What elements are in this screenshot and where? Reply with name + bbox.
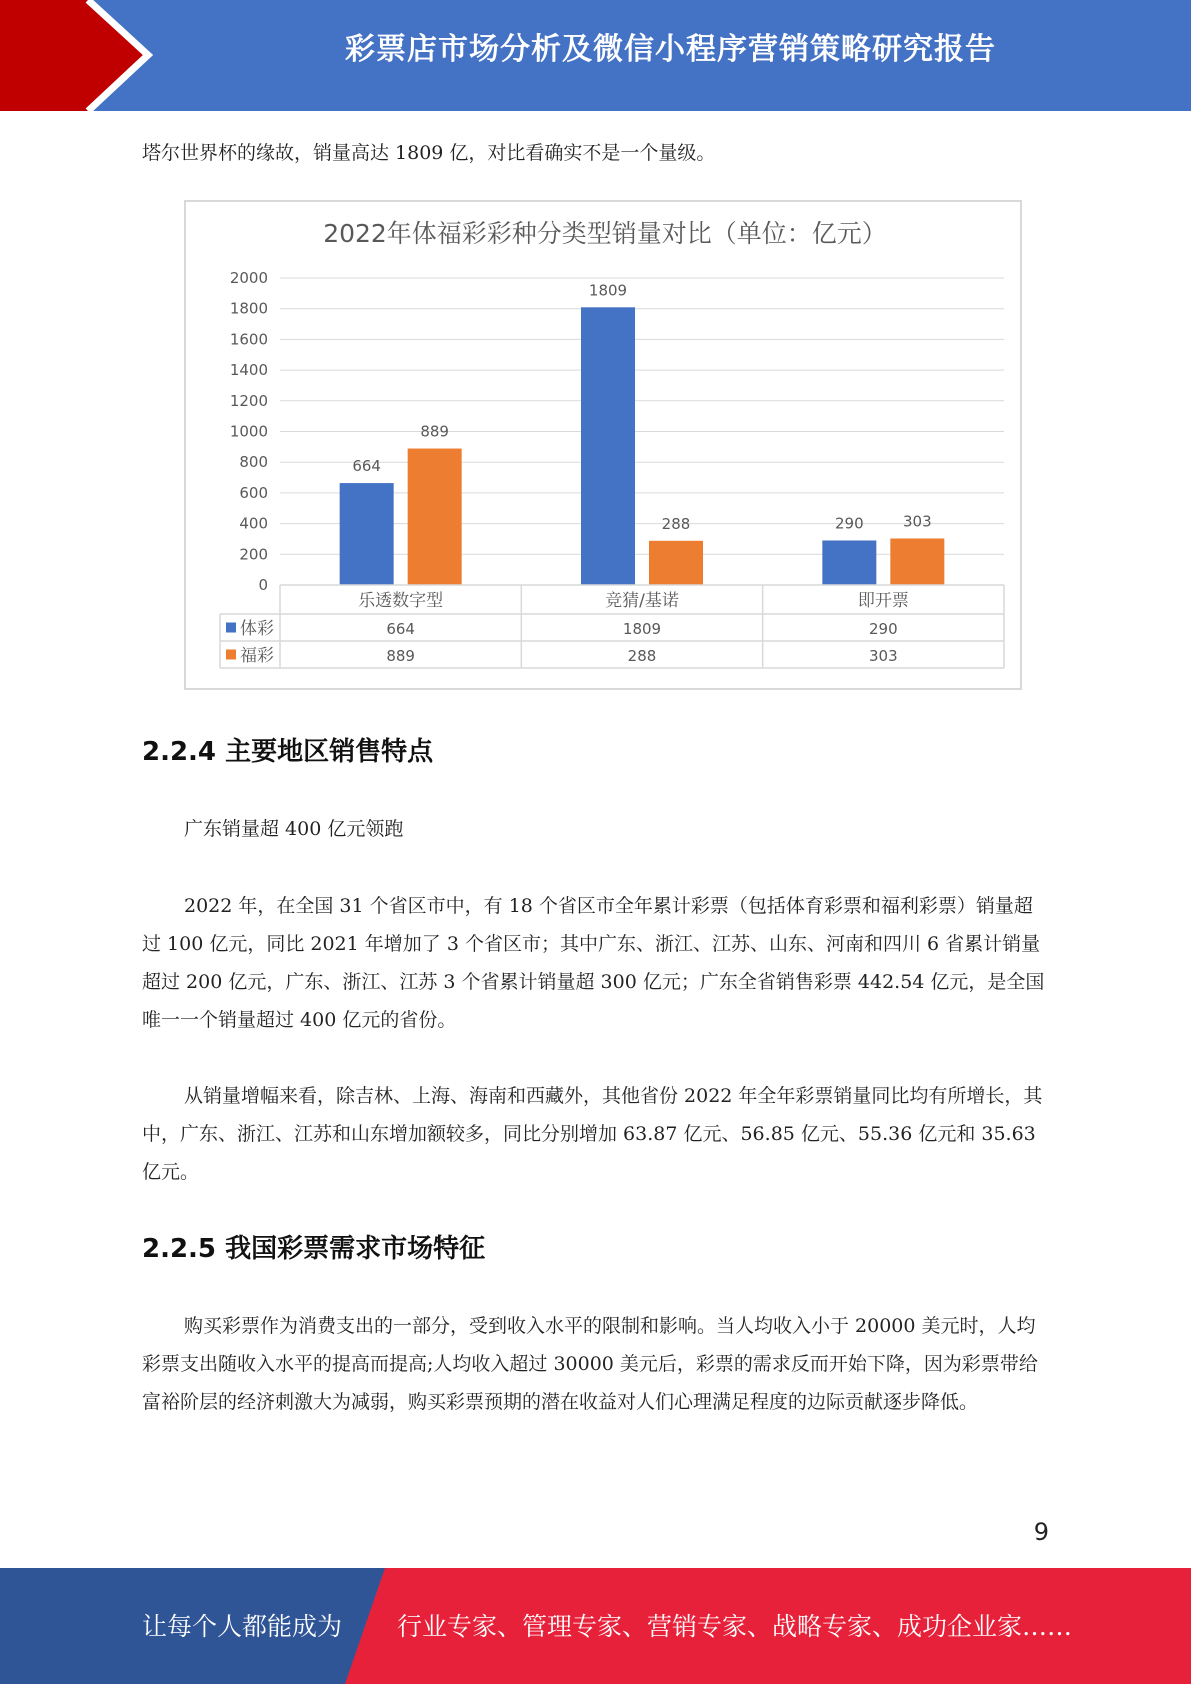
- section-heading-2-2-4: 2.2.4 主要地区销售特点: [142, 737, 434, 767]
- chart-y-tick-label: 200: [239, 545, 268, 564]
- chart-legend-swatch: [226, 623, 236, 633]
- chart-y-tick-label: 1800: [229, 299, 268, 318]
- sales-comparison-chart: [184, 200, 1022, 690]
- paragraph-guangdong-lead: 广东销量超 400 亿元领跑: [184, 818, 404, 840]
- chart-data-label: 303: [903, 512, 932, 531]
- chart-category-label: 即开票: [857, 591, 909, 611]
- footer-slogan-left: 让每个人都能成为: [142, 1612, 343, 1641]
- chart-y-tick-label: 1200: [229, 391, 268, 410]
- chart-legend-label: 体彩: [240, 619, 274, 639]
- chart-title: 2022年体福彩彩种分类型销量对比（单位：亿元）: [323, 219, 887, 248]
- header-title: 彩票店市场分析及微信小程序营销策略研究报告: [345, 32, 996, 67]
- chart-legend-swatch: [226, 650, 236, 660]
- page-header: [0, 0, 1191, 111]
- chart-bar: [581, 307, 635, 585]
- chart-category-label: 竞猜/基诺: [605, 591, 679, 611]
- page-footer: [0, 1568, 1191, 1684]
- chart-bar: [340, 483, 394, 585]
- page-number: 9: [1033, 1518, 1049, 1546]
- chart-table-value: 889: [386, 647, 415, 665]
- chart-table-value: 288: [627, 647, 657, 665]
- chart-data-label: 889: [420, 422, 449, 441]
- chart-data-label: 1809: [588, 281, 628, 300]
- chart-y-tick-label: 2000: [229, 269, 268, 287]
- chart-y-tick-label: 1000: [229, 422, 268, 441]
- paragraph-province-sales: 2022 年，在全国 31 个省区市中，有 18 个省区市全年累计彩票（包括体育彩票和福利彩票）销量超过 100 亿元，同比 2021 年增加了 3 个省区市；其中广东、浙江、江苏、山东、河南和四川 6 省累计销量超过 200 亿元，广东、浙江、江苏 3 个省累计销量超 300 亿元；广东全省销售彩票 442.54 亿元，是全国唯一一个销量超过 400 亿元的省份。: [142, 895, 1045, 1031]
- chart-data-label: 288: [661, 514, 691, 533]
- section-heading-2-2-5: 2.2.5 我国彩票需求市场特征: [142, 1234, 486, 1264]
- chart-bar: [822, 540, 876, 585]
- paragraph-demand-features: 购买彩票作为消费支出的一部分，受到收入水平的限制和影响。当人均收入小于 20000 美元时，人均彩票支出随收入水平的提高而提高;人均收入超过 30000 美元后，彩票的需求反而开始下降，因为彩票带给富裕阶层的经济刺激大为减弱，购买彩票预期的潜在收益对人们心理满足程度的边际贡献逐步降低。: [142, 1315, 1038, 1413]
- chart-svg: [186, 202, 1024, 692]
- chart-table-value: 664: [386, 620, 415, 638]
- chart-data-label: 290: [835, 514, 864, 533]
- chart-bar: [890, 538, 944, 585]
- intro-paragraph: 塔尔世界杯的缘故，销量高达 1809 亿，对比看确实不是一个量级。: [142, 142, 716, 164]
- chart-bar: [649, 541, 703, 585]
- chart-table-value: 290: [869, 620, 898, 638]
- chart-table-value: 1809: [622, 620, 662, 638]
- chart-y-tick-label: 1600: [229, 330, 268, 349]
- chart-bar: [408, 449, 462, 585]
- chart-table-value: 303: [869, 647, 898, 665]
- paragraph-sales-growth: 从销量增幅来看，除吉林、上海、海南和西藏外，其他省份 2022 年全年彩票销量同比均有所增长，其中，广东、浙江、江苏和山东增加额较多，同比分别增加 63.87 亿元、56.85 亿元、55.36 亿元和 35.63 亿元。: [142, 1085, 1043, 1183]
- chart-legend-label: 福彩: [240, 646, 274, 666]
- chart-y-tick-label: 600: [239, 483, 268, 502]
- chart-y-tick-label: 800: [239, 453, 268, 472]
- chart-y-tick-label: 0: [258, 576, 268, 594]
- chart-data-label: 664: [352, 457, 381, 476]
- footer-slogan-right: 行业专家、管理专家、营销专家、战略专家、成功企业家……: [397, 1612, 1073, 1641]
- chart-y-tick-label: 1400: [229, 361, 268, 380]
- chart-category-label: 乐透数字型: [358, 591, 444, 611]
- chart-y-tick-label: 400: [239, 514, 268, 533]
- header-arrow-icon: [0, 0, 170, 111]
